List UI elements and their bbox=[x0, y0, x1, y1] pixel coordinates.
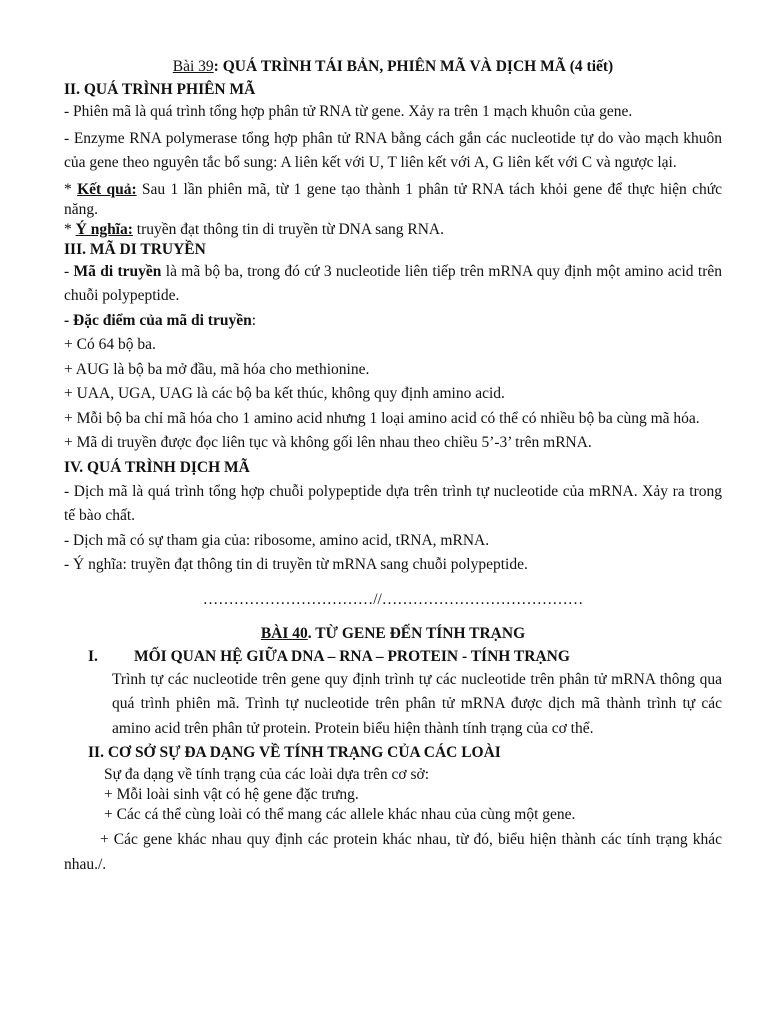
genetic-code-features: - Đặc điểm của mã di truyền: bbox=[64, 311, 257, 329]
meaning-text: truyền đạt thông tin di truyền từ DNA sang RNA. bbox=[132, 220, 444, 238]
section-translation-heading: IV. QUÁ TRÌNH DỊCH MÃ bbox=[64, 458, 250, 476]
section-genetic-code-heading: III. MÃ DI TRUYỀN bbox=[64, 240, 206, 258]
section-relationship-heading bbox=[64, 646, 722, 668]
feature-item: + Mỗi bộ ba chỉ mã hóa cho 1 amino acid nhưng 1 loại amino acid có thể có nhiều bộ ba cùng mã hóa. bbox=[64, 409, 700, 427]
transcription-enzyme: - Enzyme RNA polymerase tổng hợp phân tử RNA bằng cách gắn các nucleotide tự do vào mạch khuôn của gene theo nguyên tắc bổ sung: A liên kết với U, T liên kết với A, G liên kết với C và ngược lại. bbox=[64, 129, 722, 171]
lesson39-title-text: : QUÁ TRÌNH TÁI BẢN, PHIÊN MÃ VÀ DỊCH MÃ (4 tiết) bbox=[213, 58, 614, 75]
transcription-definition: - Phiên mã là quá trình tổng hợp phân tử RNA từ gene. Xảy ra trên 1 mạch khuôn của gene. bbox=[64, 103, 633, 120]
transcription-result: * Kết quả: Sau 1 lần phiên mã, từ 1 gene tạo thành 1 phân tử RNA tách khỏi gene để thực hiện chức năng. bbox=[64, 180, 722, 218]
feature-item: + Có 64 bộ ba. bbox=[64, 336, 156, 353]
lesson40-number: BÀI 40 bbox=[260, 624, 308, 642]
feature-item: + UAA, UGA, UAG là các bộ ba kết thúc, không quy định amino acid. bbox=[64, 385, 505, 402]
section-number: I. bbox=[88, 647, 98, 665]
lesson-separator: ……………………………//………………………………… bbox=[202, 590, 584, 608]
diversity-intro: Sự đa dạng về tính trạng của các loài dựa trên cơ sở: bbox=[104, 766, 430, 783]
diversity-item: + Mỗi loài sinh vật có hệ gene đặc trưng. bbox=[104, 786, 359, 803]
document-page bbox=[64, 58, 722, 877]
genetic-code-text: là mã bộ ba, trong đó cứ 3 nucleotide liên tiếp trên mRNA quy định một amino acid trên chuỗi polypeptide. bbox=[64, 262, 722, 304]
translation-item: - Ý nghĩa: truyền đạt thông tin di truyền từ mRNA sang chuỗi polypeptide. bbox=[64, 556, 528, 573]
relationship-text: Trình tự các nucleotide trên gene quy định trình tự các nucleotide trên phân tử mRNA thông qua quá trình phiên mã. Trình tự nucleotide trên phân tử mRNA được dịch mã thành trình tự các amino acid trên phân tử protein. Protein biểu hiện thành tính trạng của cơ thể. bbox=[112, 670, 722, 737]
genetic-code-definition: - Mã di truyền là mã bộ ba, trong đó cứ 3 nucleotide liên tiếp trên mRNA quy định một amino acid trên chuỗi polypeptide. bbox=[64, 262, 722, 304]
genetic-code-features-label: - Đặc điểm của mã di truyền bbox=[64, 311, 252, 329]
lesson40-title-text: . TỪ GENE ĐẾN TÍNH TRẠNG bbox=[307, 624, 526, 642]
diversity-item: + Các cá thể cùng loài có thể mang các allele khác nhau của cùng một gene. bbox=[104, 806, 576, 823]
section-title: MỐI QUAN HỆ GIỮA DNA – RNA – PROTEIN - TÍNH TRẠNG bbox=[134, 647, 570, 665]
result-label: Kết quả: bbox=[77, 180, 137, 198]
transcription-meaning: * Ý nghĩa: truyền đạt thông tin di truyền từ DNA sang RNA. bbox=[64, 220, 444, 238]
meaning-label: Ý nghĩa: bbox=[75, 220, 133, 238]
lesson40-title bbox=[64, 622, 722, 646]
lesson39-title bbox=[64, 58, 722, 76]
translation-item: - Dịch mã là quá trình tổng hợp chuỗi polypeptide dựa trên trình tự nucleotide của mRNA. Xảy ra trong tế bào chất. bbox=[64, 482, 722, 524]
section-transcription-heading: II. QUÁ TRÌNH PHIÊN MÃ bbox=[64, 81, 256, 98]
section-diversity-heading: II. CƠ SỞ SỰ ĐA DẠNG VỀ TÍNH TRẠNG CỦA CÁC LOÀI bbox=[88, 744, 501, 761]
feature-item: + AUG là bộ ba mở đầu, mã hóa cho methionine. bbox=[64, 360, 370, 378]
feature-item: + Mã di truyền được đọc liên tục và không gối lên nhau theo chiều 5’-3’ trên mRNA. bbox=[64, 434, 592, 451]
result-text: Sau 1 lần phiên mã, từ 1 gene tạo thành 1 phân tử RNA tách khỏi gene để thực hiện chức năng. bbox=[64, 180, 722, 218]
lesson39-number: Bài 39 bbox=[172, 58, 214, 75]
diversity-item: + Các gene khác nhau quy định các protein khác nhau, từ đó, biểu hiện thành các tính trạng khác nhau./. bbox=[64, 831, 722, 873]
genetic-code-term: Mã di truyền bbox=[73, 262, 162, 280]
translation-item: - Dịch mã có sự tham gia của: ribosome, amino acid, tRNA, mRNA. bbox=[64, 531, 490, 549]
